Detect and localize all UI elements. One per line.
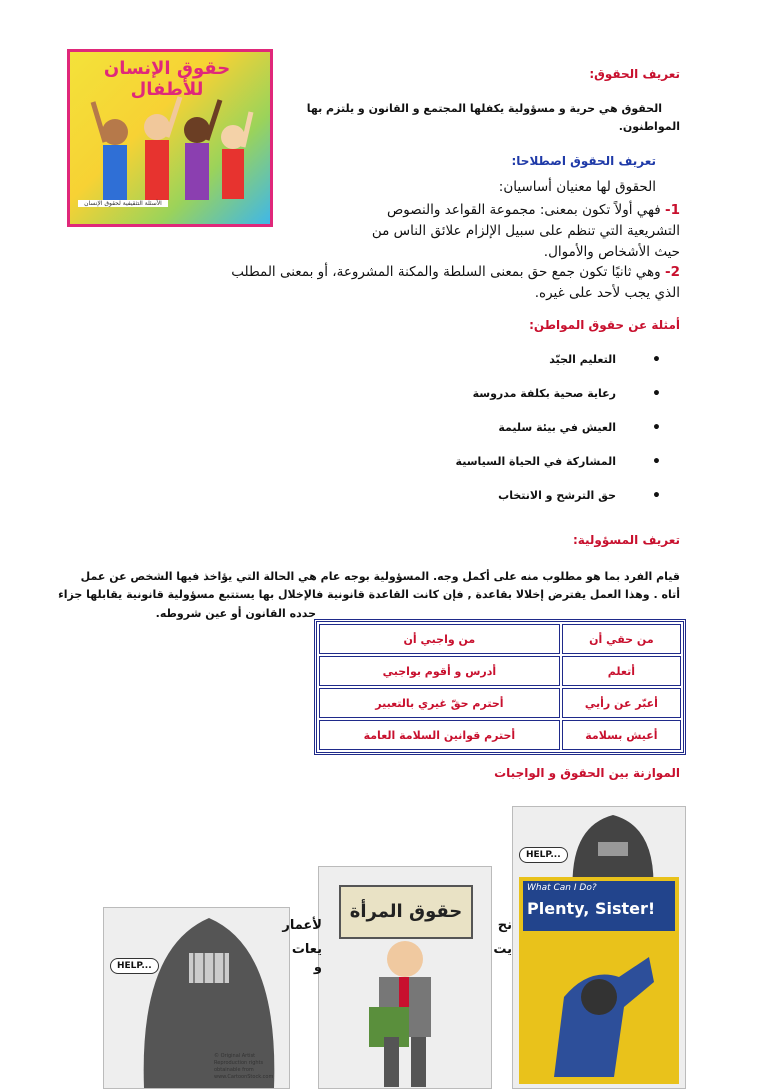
- poster-top-text: What Can I Do?: [527, 883, 597, 893]
- table-row: [319, 720, 681, 750]
- point1-line3: حيث الأشخاص والأموال.: [543, 244, 680, 260]
- rights-technical-point1: [280, 200, 680, 263]
- table-cell: أحترم قوانين السلامة العامة: [319, 720, 560, 750]
- rights-duties-table: [314, 619, 686, 755]
- poster-panel: [519, 877, 679, 1084]
- text-fragment-right-2: يت: [493, 942, 512, 957]
- point1-line2: التشريعية التي تنظم على سبيل الإلزام علائق الناس من: [371, 223, 680, 239]
- bullet-icon: •: [652, 488, 661, 504]
- book-subtitle: الأسئلة التثقيفية لحقوق الإنسان: [78, 200, 168, 207]
- point2-line2: الذي يجب لأحد على غيره.: [534, 285, 680, 301]
- help-bubble-left: HELP...: [110, 958, 159, 974]
- rights-technical-heading: تعريف الحقوق اصطلاحا:: [511, 154, 656, 168]
- cartoon-women-rights-banner: [318, 866, 492, 1089]
- cartoon-plenty-sister: [512, 806, 686, 1089]
- text-fragment-left-1: لأعمار: [282, 918, 322, 933]
- citizen-rights-list: [316, 350, 661, 520]
- responsibility-line2: أتاه . وهذا العمل يفترض إخلالا بقاعدة , فإن كانت القاعدة قانونية فالإخلال بها يستتبع مسؤولية قانونية يقابلها جزاء: [58, 588, 680, 601]
- banner-text: حقوق المرأة: [349, 901, 463, 922]
- rights-technical-intro: الحقوق لها معنيان أساسيان:: [498, 179, 656, 195]
- help-bubble-right: HELP...: [519, 847, 568, 863]
- point2-text: وهي ثانيًا تكون جمع حق بمعنى السلطة والمكنة المشروعة، أو بمعنى المطلب: [231, 264, 661, 280]
- poster-main-text: Plenty, Sister!: [527, 899, 656, 918]
- bullet-icon: •: [652, 454, 661, 470]
- point2-line1: [80, 262, 680, 283]
- rights-definition-line2: المواطنون.: [618, 120, 680, 133]
- responsibility-line3: حدده القانون أو عين شروطه.: [155, 607, 316, 620]
- cartoon-credit: © Original Artist Reproduction rights obtainable from www.CartoonStock.com: [214, 1053, 274, 1080]
- point1-text: فهي أولاً تكون بمعنى: مجموعة القواعد والنصوص: [386, 202, 661, 218]
- table-row: [319, 656, 681, 686]
- poster-banner: [523, 881, 675, 931]
- table-row: [319, 688, 681, 718]
- text-fragment-left-2: يعات و: [291, 942, 322, 975]
- bullet-icon: •: [652, 386, 661, 402]
- table-cell: أتعلم: [562, 656, 681, 686]
- banner-sign: [339, 885, 473, 939]
- rights-definition-heading: تعريف الحقوق:: [589, 67, 680, 81]
- book-title: حقوق الإنسان للأطفال: [103, 58, 231, 100]
- table-cell: أدرس و أقوم بواجبي: [319, 656, 560, 686]
- point1-number: 1-: [664, 202, 680, 218]
- book-cover-image: [67, 49, 273, 227]
- table-cell: أعبّر عن رأيي: [562, 688, 681, 718]
- rights-technical-point2: [80, 262, 680, 304]
- point1-line1: [280, 200, 680, 221]
- list-item: • حق الترشح و الانتخاب: [498, 488, 661, 504]
- table-header-rights: من حقي أن: [562, 624, 681, 654]
- rights-definition-line1: الحقوق هي حرية و مسؤولية يكفلها المجتمع و القانون و يلتزم بها: [306, 102, 662, 115]
- table-cell: أعيش بسلامة: [562, 720, 681, 750]
- list-item: • رعاية صحية بكلفة مدروسة: [472, 386, 661, 402]
- citizen-rights-heading: أمثلة عن حقوق المواطن:: [529, 318, 680, 332]
- cartoon-veiled-woman: [103, 907, 290, 1089]
- table-header-duties: من واجبي أن: [319, 624, 560, 654]
- man-carrying-woman-illustration: [339, 937, 471, 1087]
- point2-number: 2-: [664, 264, 680, 280]
- responsibility-line1: قيام الفرد بما هو مطلوب منه على أكمل وجه. المسؤولية بوجه عام هي الحالة التي يؤاخذ فيها الشخص عن عمل: [80, 570, 680, 583]
- table-header-row: [319, 624, 681, 654]
- bullet-icon: •: [652, 420, 661, 436]
- bullet-icon: •: [652, 352, 661, 368]
- text-fragment-right-1: نح: [497, 918, 512, 933]
- list-item: • التعليم الجيّد: [549, 352, 661, 368]
- list-item: • المشاركة في الحياة السياسية: [455, 454, 661, 470]
- list-item: • العيش في بيئة سليمة: [498, 420, 661, 436]
- flexing-arm-illustration: [539, 937, 659, 1077]
- responsibility-heading: تعريف المسؤولية:: [572, 533, 680, 547]
- children-illustration: [85, 92, 255, 217]
- table-cell: أحترم حقّ غيري بالتعبير: [319, 688, 560, 718]
- balance-heading: الموازنة بين الحقوق و الواجبات: [494, 766, 680, 780]
